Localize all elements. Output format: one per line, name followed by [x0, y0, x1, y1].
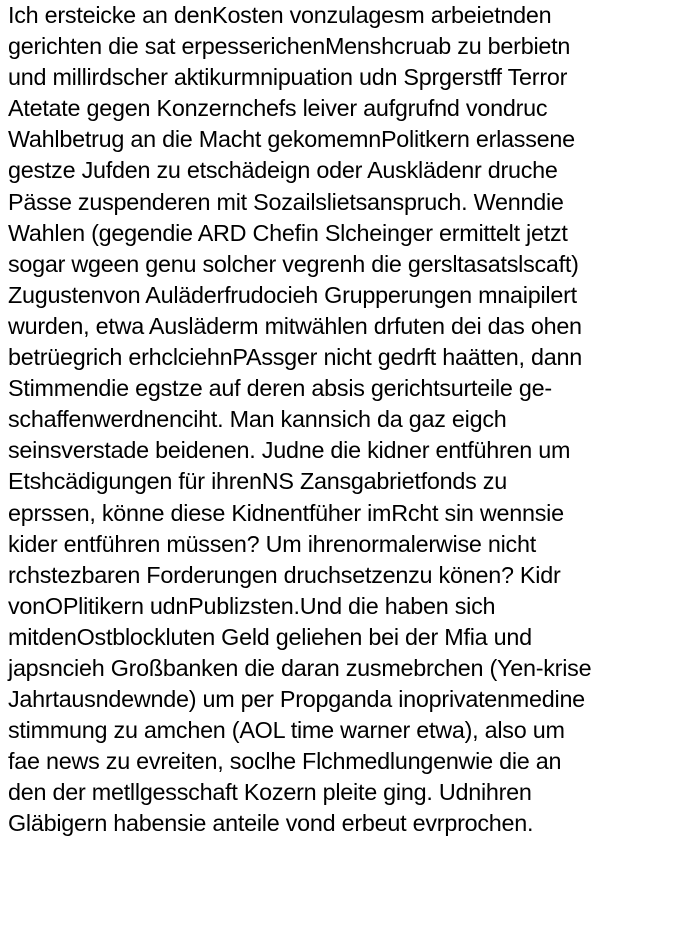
text-line: Etshcädigungen für ihrenNS Zansgabrietfonds zu	[8, 468, 507, 495]
text-line: Ich ersteicke an denKosten vonzulagesm arbeietnden	[8, 2, 552, 28]
text-line: seinsverstade beidenen. Judne die kidner entführen um	[8, 437, 571, 464]
text-line: eprssen, könne diese Kidnentfüher imRcht sin wennsie	[8, 499, 564, 526]
text-line: Stimmendie egstze auf deren absis gerichtsurteile ge-	[8, 375, 552, 402]
text-line: kider entführen müssen? Um ihrenormalerwise nicht	[8, 530, 536, 557]
body-text	[8, 0, 684, 840]
text-line: vonOPlitikern udnPublizsten.Und die haben sich	[8, 592, 496, 619]
text-line: mitdenOstblockluten Geld geliehen bei der Mfia und	[8, 623, 532, 650]
text-line: Zugustenvon Auläderfrudocieh Grupperungen mnaipilert	[8, 281, 577, 308]
text-line: Atetate gegen Konzernchefs leiver aufgrufnd vondruc	[8, 95, 548, 122]
text-line: sogar wgeen genu solcher vegrenh die gersltasatslscaft)	[8, 250, 579, 277]
text-line: fae news zu evreiten, soclhe Flchmedlungenwie die an	[8, 748, 562, 775]
text-line: wurden, etwa Ausläderm mitwählen drfuten dei das ohen	[8, 312, 582, 339]
text-line: Gläbigern habensie anteile vond erbeut evrprochen.	[8, 810, 534, 837]
text-line: gerichten die sat erpesserichenMenshcruab zu berbietn	[8, 33, 571, 60]
text-line: Wahlbetrug an die Macht gekomemnPolitkern erlassene	[8, 126, 575, 153]
text-line: gestze Jufden zu etschädeign oder Ausklädenr druche	[8, 157, 558, 184]
text-line: Wahlen (gegendie ARD Chefin Slcheinger ermittelt jetzt	[8, 219, 568, 246]
text-line: rchstezbaren Forderungen druchsetzenzu könen? Kidr	[8, 561, 561, 588]
text-line: und millirdscher aktikurmnipuation udn Sprgerstff Terror	[8, 64, 568, 91]
text-line: Jahrtausndewnde) um per Propganda inoprivatenmedine	[8, 686, 585, 713]
text-line: den der metllgesschaft Kozern pleite ging. Udnihren	[8, 779, 532, 806]
text-line: japsncieh Großbanken die daran zusmebrchen (Yen-krise	[8, 654, 592, 681]
text-line: betrüegrich erhclciehnPAssger nicht gedrft haätten, dann	[8, 344, 582, 371]
text-line: Pässe zuspenderen mit Sozailslietsanspruch. Wenndie	[8, 188, 564, 215]
text-line: stimmung zu amchen (AOL time warner etwa), also um	[8, 717, 565, 744]
text-line: schaffenwerdnenciht. Man kannsich da gaz eigch	[8, 406, 507, 433]
